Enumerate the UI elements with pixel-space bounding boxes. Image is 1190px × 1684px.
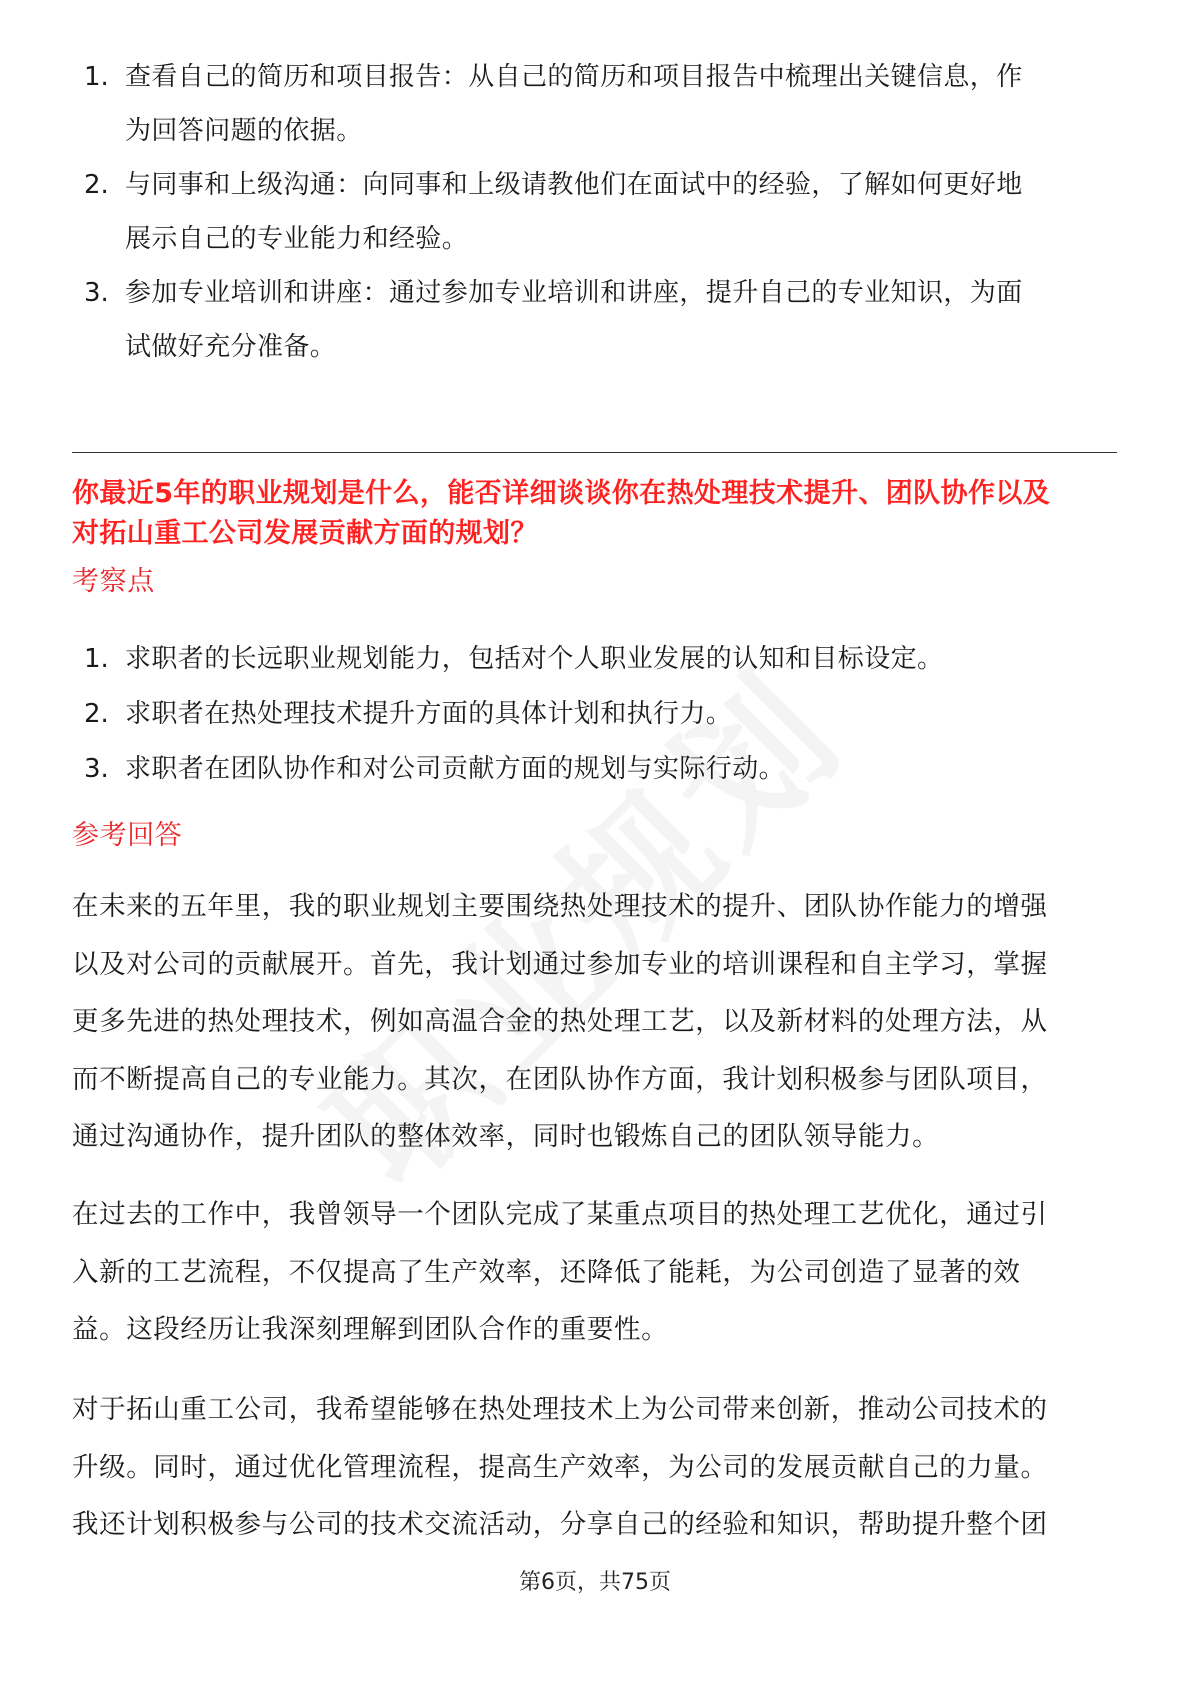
list-text-line: 展示自己的专业能力和经验。 [125, 224, 469, 254]
list-text-line: 为回答问题的依据。 [125, 116, 363, 146]
list-number: 3. [84, 278, 109, 308]
paragraph-line: 而不断提高自己的专业能力。其次，在团队协作方面，我计划积极参与团队项目， [72, 1063, 1048, 1095]
paragraph-line: 通过沟通协作，提升团队的整体效率，同时也锻炼自己的团队领导能力。 [72, 1121, 940, 1152]
paragraph-line: 升级。同时，通过优化管理流程，提高生产效率，为公司的发展贡献自己的力量。 [72, 1451, 1048, 1483]
paragraph-line: 在过去的工作中，我曾领导一个团队完成了某重点项目的热处理工艺优化，通过引 [72, 1199, 1048, 1230]
list-number: 2. [84, 699, 109, 729]
list-text-line: 求职者在团队协作和对公司贡献方面的规划与实际行动。 [125, 754, 786, 784]
list-text-line: 参加专业培训和讲座：通过参加专业培训和讲座，提升自己的专业知识，为面 [125, 278, 1023, 308]
paragraph-line: 在未来的五年里，我的职业规划主要围绕热处理技术的提升、团队协作能力的增强 [72, 891, 1048, 922]
paragraph-line: 对于拓山重工公司，我希望能够在热处理技术上为公司带来创新，推动公司技术的 [72, 1394, 1048, 1425]
question-line: 你最近5年的职业规划是什么，能否详细谈谈你在热处理技术提升、团队协作以及 [72, 478, 1051, 509]
list-number: 3. [84, 754, 109, 784]
paragraph-line: 更多先进的热处理技术，例如高温合金的热处理工艺，以及新材料的处理方法，从 [72, 1006, 1048, 1037]
section-divider [72, 452, 1117, 453]
paragraph-line: 入新的工艺流程，不仅提高了生产效率，还降低了能耗，为公司创造了显著的效 [72, 1256, 1021, 1288]
answer-paragraph [72, 1186, 1117, 1359]
page-footer: 第6页，共75页 [519, 1570, 671, 1595]
list-number: 2. [84, 170, 109, 200]
paragraph-line: 益。这段经历让我深刻理解到团队合作的重要性。 [72, 1314, 669, 1345]
list-text-line: 求职者的长远职业规划能力，包括对个人职业发展的认知和目标设定。 [125, 644, 944, 674]
answer-title: 参考回答 [72, 820, 183, 851]
paragraph-line: 以及对公司的贡献展开。首先，我计划通过参加专业的培训课程和自主学习，掌握 [72, 948, 1048, 980]
list-text-line: 求职者在热处理技术提升方面的具体计划和执行力。 [125, 699, 733, 729]
list-number: 1. [84, 62, 109, 92]
question-line: 对拓山重工公司发展贡献方面的规划？ [72, 518, 538, 549]
list-text-line: 试做好充分准备。 [125, 332, 337, 362]
list-text-line: 查看自己的简历和项目报告：从自己的简历和项目报告中梳理出关键信息，作 [125, 62, 1023, 92]
answer-paragraph [72, 878, 1117, 1166]
focus-title: 考察点 [72, 566, 155, 597]
list-text-line: 与同事和上级沟通：向同事和上级请教他们在面试中的经验，了解如何更好地 [125, 170, 1023, 200]
list-number: 1. [84, 644, 109, 674]
answer-paragraph [72, 1381, 1117, 1554]
paragraph-line: 我还计划积极参与公司的技术交流活动，分享自己的经验和知识，帮助提升整个团 [72, 1509, 1048, 1540]
interview-question [72, 474, 1122, 554]
